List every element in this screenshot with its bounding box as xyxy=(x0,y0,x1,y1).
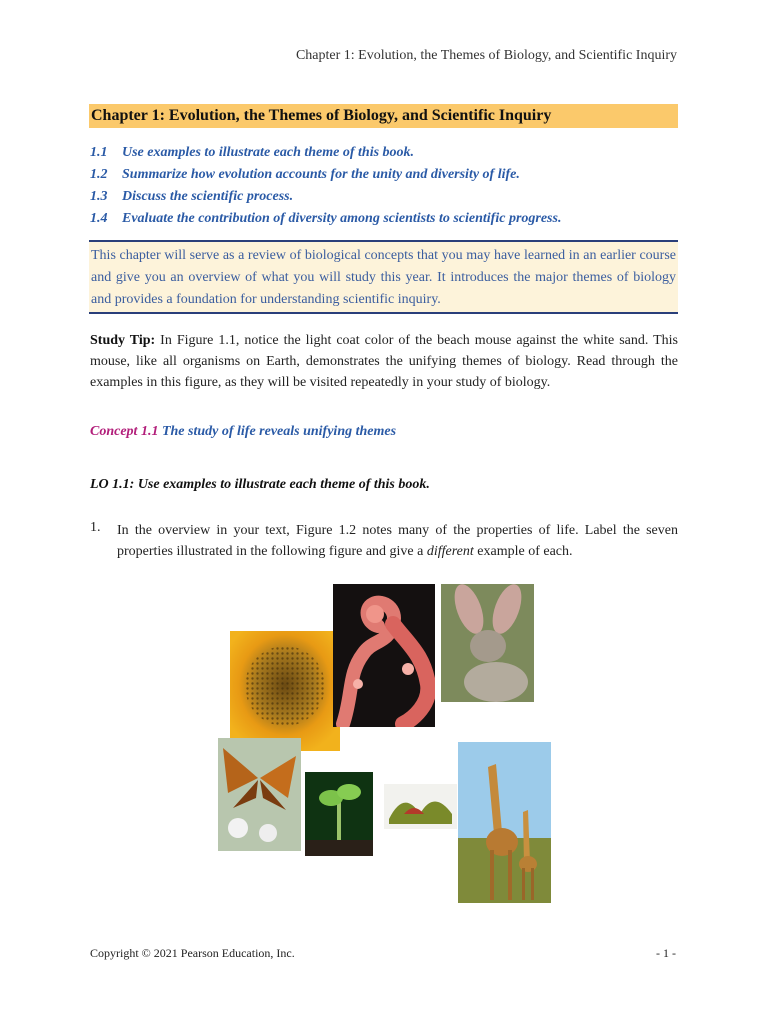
concept-text: The study of life reveals unifying themes xyxy=(161,424,397,439)
learning-objective-heading: LO 1.1: Use examples to illustrate each theme of this book. xyxy=(90,477,430,492)
running-header: Chapter 1: Evolution, the Themes of Biology, and Scientific Inquiry xyxy=(295,48,677,63)
chapter-title: Chapter 1: Evolution, the Themes of Biology, and Scientific Inquiry xyxy=(89,104,678,128)
butterfly-photo xyxy=(218,738,301,851)
page-number: - 1 - xyxy=(656,946,676,960)
footer-copyright: Copyright © 2021 Pearson Education, Inc. xyxy=(90,946,295,960)
sunflower-photo xyxy=(230,631,340,751)
seahorse-photo xyxy=(333,584,435,727)
question-emphasis: different xyxy=(426,544,474,559)
intro-box: This chapter will serve as a review of biological concepts that you may have learned in an earlier course and give you an overview of what you will study this year. It introduces the major themes of biology and provides a foundation for understanding scientific inquiry. xyxy=(89,240,678,314)
study-tip xyxy=(90,330,678,393)
learning-objectives-list xyxy=(90,142,690,230)
question-text: In the overview in your text, Figure 1.2 notes many of the properties of life. Label the seven properties illustrated in the following figure and give a different example of each. xyxy=(117,523,678,559)
concept-heading xyxy=(90,424,396,440)
seedling-photo xyxy=(305,772,373,856)
study-tip-text: In Figure 1.1, notice the light coat color of the beach mouse against the white sand. This mouse, like all organisms on Earth, demonstrates the unifying themes of biology. Read through the examples in this figure, as they will be visited repeatedly in your study of biology. xyxy=(90,333,678,390)
study-tip-label: Study Tip: xyxy=(90,333,156,348)
concept-label: Concept 1.1 xyxy=(90,424,159,439)
venus-flytrap-photo xyxy=(384,784,457,829)
properties-of-life-figure xyxy=(215,584,555,904)
jackrabbit-photo xyxy=(441,584,534,702)
question-number: 1. xyxy=(90,520,101,535)
objective-item: 1.2 Summarize how evolution accounts for the unity and diversity of life. xyxy=(90,167,520,182)
objective-item: 1.4 Evaluate the contribution of diversity among scientists to scientific progress. xyxy=(90,211,562,226)
objective-item: 1.1 Use examples to illustrate each theme of this book. xyxy=(90,145,415,160)
objective-item: 1.3 Discuss the scientific process. xyxy=(90,189,294,204)
giraffe-photo xyxy=(458,742,551,903)
